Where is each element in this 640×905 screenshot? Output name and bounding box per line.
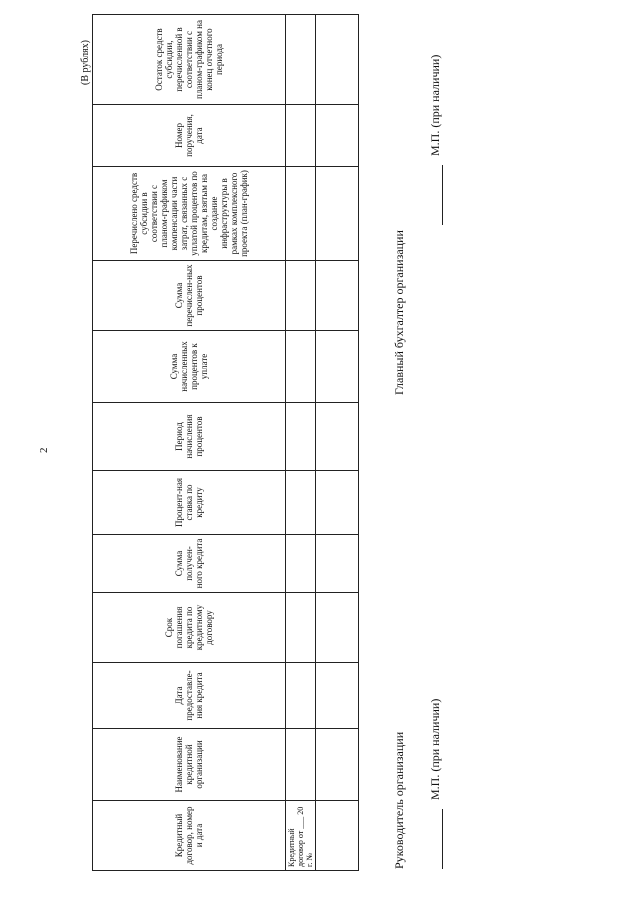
table-row — [286, 15, 316, 871]
credit-agreement-cell: Кредитный договор от ___ 20 г. № — [286, 801, 316, 871]
header-cell: Сумма начисленных процентов к уплате — [93, 331, 286, 403]
subsidy-report-table — [92, 14, 359, 871]
table-cell — [286, 15, 316, 105]
header-cell: Дата предоставле-ния кредита — [93, 663, 286, 729]
signature-line — [442, 165, 443, 225]
table-header-row — [93, 15, 286, 871]
table-cell — [316, 261, 359, 331]
header-cell: Процент-ная ставка по кредиту — [93, 471, 286, 535]
table-cell — [286, 105, 316, 167]
page-number: 2 — [38, 447, 50, 453]
table-row — [316, 15, 359, 871]
table-cell — [286, 471, 316, 535]
table-cell — [286, 663, 316, 729]
table-cell — [316, 331, 359, 403]
header-cell: Сумма получен-ного кредита — [93, 535, 286, 593]
header-cell: Наименование кредитной организации — [93, 729, 286, 801]
table-cell — [286, 729, 316, 801]
table-cell — [316, 663, 359, 729]
units-label: (В рублях) — [80, 40, 91, 85]
head-stamp-label: М.П. (при наличии) — [428, 698, 442, 800]
signature-line — [442, 809, 443, 869]
header-cell: Сумма перечислен-ных процентов — [93, 261, 286, 331]
header-cell: Остаток средств субсидии, перечисленной в соответствии с планом-графиком на конец отчетного периода — [93, 15, 286, 105]
table-cell — [316, 403, 359, 471]
table-cell — [316, 105, 359, 167]
header-cell: Номер поручения, дата — [93, 105, 286, 167]
accountant-stamp-label: М.П. (при наличии) — [428, 54, 442, 156]
table-cell — [316, 535, 359, 593]
header-cell: Срок погашения кредита по кредитному договору — [93, 593, 286, 663]
table-cell — [316, 729, 359, 801]
table-cell — [286, 535, 316, 593]
head-signature-title: Руководитель организации — [392, 731, 406, 869]
table-cell — [316, 471, 359, 535]
header-cell: Перечислено средств субсидии в соответствии с планом-графиком компенсации части затрат, связанных с уплатой процентов по кредитам, взятым на создание инфраструктуры в рамках комплексного проекта (план-график) — [93, 167, 286, 261]
table-cell — [286, 593, 316, 663]
accountant-signature-block — [428, 55, 443, 225]
table-cell — [286, 167, 316, 261]
table-cell — [316, 15, 359, 105]
header-cell: Период начисления процентов — [93, 403, 286, 471]
accountant-signature-title: Главный бухгалтер организации — [392, 230, 406, 395]
table-cell — [316, 593, 359, 663]
table-cell — [316, 167, 359, 261]
table-cell — [286, 403, 316, 471]
table-cell — [286, 331, 316, 403]
table-cell — [316, 801, 359, 871]
header-cell: Кредитный договор, номер и дата — [93, 801, 286, 871]
table-cell — [286, 261, 316, 331]
head-signature-block — [428, 699, 443, 869]
